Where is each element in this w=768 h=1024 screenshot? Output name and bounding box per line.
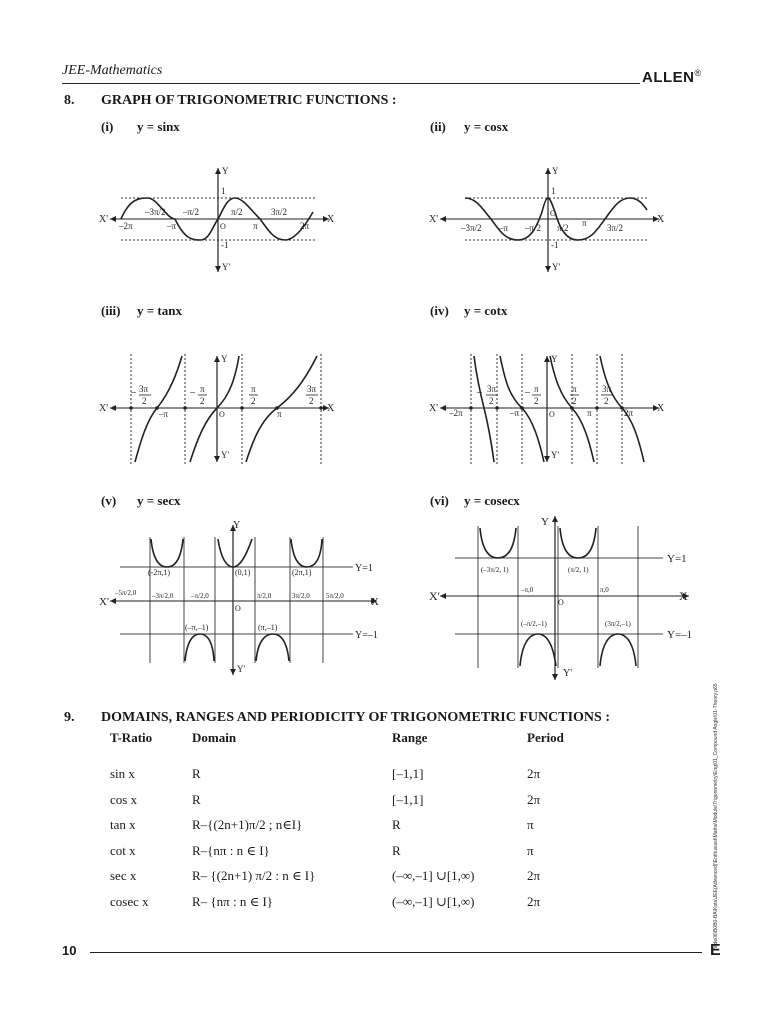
- row-cosec-range: (–∞,–1] ∪[1,∞): [392, 893, 475, 909]
- cot-p3pi2-den: 2: [604, 396, 609, 406]
- tan-mpi2-num: π: [200, 384, 205, 394]
- brand-logo: [642, 68, 702, 86]
- section9-number: 9.: [64, 710, 75, 725]
- cot-pi2-den: 2: [572, 396, 577, 406]
- sin-tick-mpi: –π: [167, 221, 177, 231]
- row-sin-period: 2π: [527, 766, 541, 781]
- sin-tick-p2pi: 2π: [300, 221, 310, 231]
- sec-tick-p3pi2: 3π/2,0: [292, 592, 310, 600]
- cosec-pt-mpi2: (–π/2,–1): [521, 620, 547, 628]
- tan-pi2-den: 2: [251, 396, 256, 406]
- cot-tick-mpi: –π: [510, 408, 520, 418]
- cos-graph: [425, 160, 675, 280]
- header-subject: JEE-Mathematics: [62, 63, 163, 78]
- graph-ii-roman: (ii): [430, 119, 446, 134]
- sec-pt-01: (0,1): [235, 568, 251, 577]
- cot-minus-2: –: [525, 387, 530, 398]
- sec-yp: Y': [237, 664, 246, 674]
- row-sec-period: 2π: [527, 868, 541, 883]
- row-tan-period: π: [527, 817, 534, 832]
- sin-xp: X': [99, 214, 109, 225]
- page-number: 10: [62, 943, 77, 958]
- cot-mpi2-den: 2: [534, 396, 539, 406]
- col-header-period: Period: [527, 730, 564, 745]
- sin-y: Y: [222, 166, 229, 176]
- graph-vi-roman: (vi): [430, 493, 449, 508]
- tan-pi2-num: π: [251, 384, 256, 394]
- tan-y: Y: [221, 354, 228, 364]
- tan-m3pi2-den: 2: [142, 396, 147, 406]
- col-header-range: Range: [392, 730, 428, 745]
- cos-tick-pi: π: [582, 218, 587, 228]
- sec-x: X: [371, 596, 379, 608]
- row-sin-ratio: sin x: [110, 766, 135, 781]
- cosec-tick-pi0: π,0: [600, 586, 609, 594]
- sin-tick-mpi2: –π/2: [183, 207, 200, 217]
- row-cos-range: [–1,1]: [392, 791, 424, 807]
- sin-origin: O: [220, 222, 226, 231]
- cot-graph: [425, 350, 675, 470]
- cos-tick-p3pi2: 3π/2: [607, 223, 624, 233]
- graph-v-roman: (v): [101, 493, 117, 508]
- sec-pt-m2pi1: (-2π,1): [148, 568, 171, 577]
- tan-m3pi2-num: 3π: [139, 384, 149, 394]
- cos-y: Y: [552, 166, 559, 176]
- graph-vi-eq: y = cosecx: [464, 493, 520, 508]
- sin-tick-m2pi: –2π: [119, 221, 133, 231]
- tan-tick-mpi: –π: [159, 409, 169, 419]
- row-sec-domain: R– {(2n+1) π/2 : n ∈ I}: [192, 868, 316, 883]
- tan-minus-1: –: [131, 387, 136, 398]
- sec-y: Y: [233, 520, 241, 531]
- graph-iv-eq: y = cotx: [464, 303, 508, 318]
- cot-tick-p2pi: 2π: [624, 408, 634, 418]
- cot-p3pi2-num: 3π: [602, 384, 612, 394]
- sec-tick-m5pi2: –5π/2,0: [115, 589, 137, 597]
- table-row: [110, 792, 587, 818]
- sin-tick-pi: π: [253, 221, 258, 231]
- row-cot-period: π: [527, 842, 534, 858]
- sec-yeqm1: Y=–1: [355, 630, 378, 641]
- tan-tick-pi: π: [277, 409, 282, 419]
- cot-tick-m2pi: –2π: [449, 408, 463, 418]
- cot-x: X: [657, 403, 665, 414]
- cot-minus-1: –: [477, 387, 482, 398]
- side-file-path: [713, 650, 723, 950]
- cot-yp: Y': [551, 450, 560, 460]
- row-cos-ratio: cos x: [110, 791, 138, 807]
- tan-p3pi2-den: 2: [309, 396, 314, 406]
- table-row: [110, 894, 587, 920]
- cos-neg-one: -1: [551, 240, 559, 250]
- sin-tick-p3pi2: 3π/2: [271, 207, 288, 217]
- tan-minus-2: –: [190, 387, 195, 398]
- row-tan-domain: R–{(2n+1)π/2 ; n∈I}: [192, 817, 303, 832]
- cos-tick-pi2: π/2: [557, 223, 569, 233]
- sec-pt-pim1: (π,–1): [258, 623, 278, 632]
- sec-tick-mpi2: –π/2,0: [191, 592, 209, 600]
- cosec-graph: [425, 510, 725, 685]
- tan-x: X: [327, 403, 335, 414]
- cosec-yeq1: Y=1: [667, 553, 687, 565]
- sin-x: X: [327, 214, 335, 225]
- tan-yp: Y': [221, 450, 230, 460]
- row-tan-range: R: [392, 817, 401, 832]
- table-row: [110, 756, 587, 792]
- row-cot-range: R: [392, 842, 401, 858]
- row-sin-range: [–1,1]: [392, 766, 424, 781]
- graph-iii-eq: y = tanx: [137, 303, 182, 318]
- section8-number: 8.: [64, 93, 75, 108]
- sec-xp: X': [99, 596, 109, 608]
- section8-title: GRAPH OF TRIGONOMETRIC FUNCTIONS :: [101, 93, 397, 108]
- cot-tick-pi: π: [587, 408, 592, 418]
- cosec-tick-mpi0: –π,0: [521, 586, 534, 594]
- sec-tick-m3pi2: –3π/2,0: [152, 592, 174, 600]
- sin-tick-pi2: π/2: [231, 207, 243, 217]
- row-cosec-ratio: cosec x: [110, 893, 149, 909]
- brand-text: ALLEN: [642, 69, 695, 86]
- cos-x: X: [657, 214, 665, 225]
- row-sin-domain: R: [192, 766, 201, 781]
- cot-mpi2-num: π: [534, 384, 539, 394]
- graph-ii-eq: y = cosx: [464, 119, 509, 134]
- table-header-row: [110, 730, 587, 756]
- sin-graph: [95, 160, 345, 280]
- cos-xp: X': [429, 214, 439, 225]
- table-row: [110, 817, 587, 843]
- sin-yp: Y': [222, 262, 231, 272]
- cosec-xp: X': [429, 589, 440, 603]
- row-sec-ratio: sec x: [110, 868, 137, 883]
- sec-tick-pi2: π/2,0: [257, 592, 272, 600]
- sin-tick-m3pi2: –3π/2: [145, 207, 166, 217]
- section9-title: DOMAINS, RANGES AND PERIODICITY OF TRIGONOMETRIC FUNCTIONS :: [101, 710, 610, 725]
- sin-neg-one: -1: [221, 240, 229, 250]
- row-tan-ratio: tan x: [110, 817, 136, 832]
- row-cot-ratio: cot x: [110, 842, 136, 858]
- cot-y: Y: [551, 354, 558, 364]
- cosec-x: X: [679, 589, 688, 603]
- table-row: [110, 843, 587, 869]
- cos-yp: Y': [552, 262, 561, 272]
- cot-origin: O: [549, 410, 555, 419]
- cosec-pt-p3pi2: (3π/2,–1): [605, 620, 631, 628]
- sec-origin: O: [235, 604, 241, 613]
- cosec-pt-pi2: (π/2, 1): [568, 566, 589, 574]
- cot-m3pi2-den: 2: [489, 396, 494, 406]
- col-header-domain: Domain: [192, 730, 237, 745]
- sec-graph: [95, 515, 395, 680]
- cosec-pt-m3pi2: (–3π/2, 1): [481, 566, 509, 574]
- sec-yeq1: Y=1: [355, 563, 373, 574]
- graph-iii-roman: (iii): [101, 303, 121, 318]
- tan-p3pi2-num: 3π: [307, 384, 317, 394]
- sec-pt-2pi1: (2π,1): [292, 568, 312, 577]
- row-cos-domain: R: [192, 791, 201, 807]
- cos-origin: O: [550, 209, 556, 218]
- side-file-path-text: node06\B0B0-BA\Kota\JEE(Advanced)\Enthusiast\Maths\Module\Trigonometry\Eng\01_Compound Angle\01-Theory.p65: [713, 683, 719, 950]
- sec-pt-mpim1: (–π,–1): [185, 623, 209, 632]
- cot-m3pi2-num: 3π: [487, 384, 497, 394]
- cos-one: 1: [551, 186, 556, 196]
- row-sec-range: (–∞,–1] ∪[1,∞): [392, 868, 475, 883]
- graph-iv-roman: (iv): [430, 303, 449, 318]
- graph-v-eq: y = secx: [137, 493, 181, 508]
- sin-one: 1: [221, 186, 226, 196]
- col-header-tratio: T-Ratio: [110, 730, 153, 745]
- row-cos-period: 2π: [527, 791, 541, 807]
- table-row: [110, 868, 587, 894]
- sec-tick-p5pi2: 5π/2,0: [326, 592, 344, 600]
- cot-xp: X': [429, 403, 439, 414]
- tan-mpi2-den: 2: [200, 396, 205, 406]
- cosec-y: Y: [541, 516, 549, 528]
- brand-mark: ®: [694, 68, 702, 78]
- footer-rule: [90, 952, 702, 953]
- footer-letter: E: [710, 942, 721, 959]
- cosec-yeqm1: Y=–1: [667, 629, 693, 641]
- tan-xp: X': [99, 403, 109, 414]
- cos-tick-mpi: –π: [499, 223, 509, 233]
- cosec-origin: O: [558, 598, 564, 607]
- cos-tick-m3pi2: –3π/2: [461, 223, 482, 233]
- cos-tick-mpi2: –π/2: [525, 223, 542, 233]
- tan-graph: [95, 350, 345, 470]
- graph-i-roman: (i): [101, 119, 114, 134]
- row-cosec-domain: R– {nπ : n ∈ I}: [192, 893, 274, 909]
- trig-table: [110, 730, 587, 919]
- cosec-yp: Y': [563, 668, 573, 679]
- row-cosec-period: 2π: [527, 893, 541, 909]
- header-rule: [62, 83, 640, 84]
- row-cot-domain: R–{nπ : n ∈ I}: [192, 842, 270, 858]
- graph-i-eq: y = sinx: [137, 119, 180, 134]
- tan-origin: O: [219, 410, 225, 419]
- cot-pi2-num: π: [572, 384, 577, 394]
